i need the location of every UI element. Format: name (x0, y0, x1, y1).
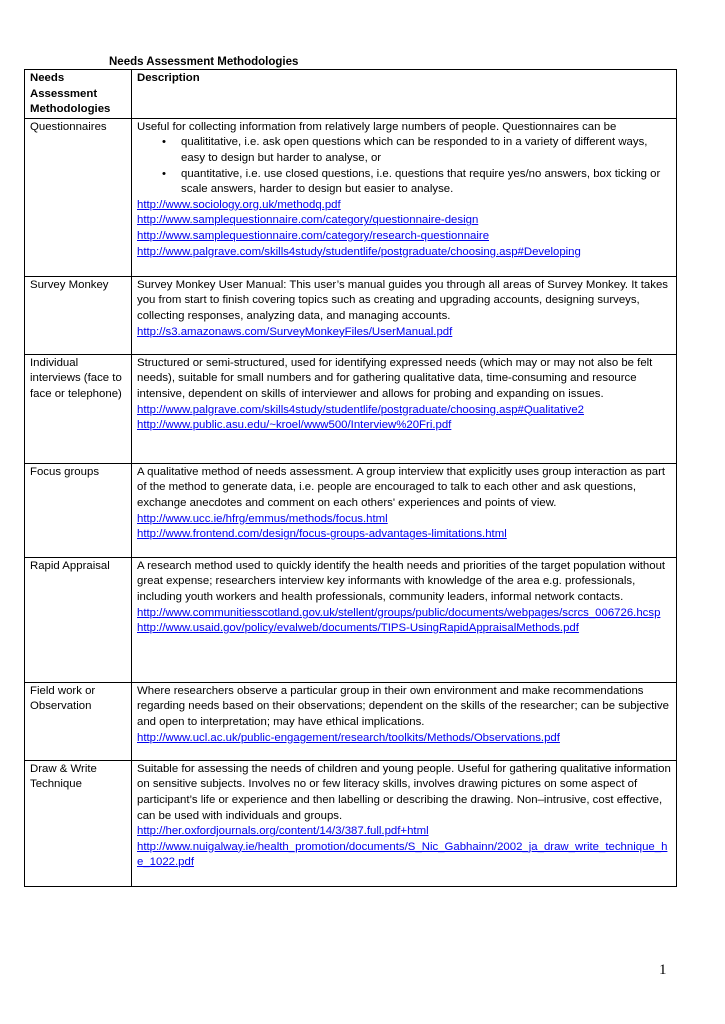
method-name: Focus groups (25, 463, 132, 557)
method-name: Questionnaires (25, 118, 132, 276)
method-description (132, 760, 677, 886)
description-text: Structured or semi-structured, used for identifying expressed needs (which may or may not also be felt needs), suitable for small numbers and for gathering qualitative data, time-consuming and resource intensive, dependent on skills of interviewer and allows for probing and expanding on issues. (137, 356, 653, 400)
method-name: Draw & Write Technique (25, 760, 132, 886)
method-description (132, 354, 677, 463)
method-name: Survey Monkey (25, 276, 132, 354)
reference-link[interactable]: http://her.oxfordjournals.org/content/14/3/387.full.pdf+html (137, 825, 429, 838)
reference-link[interactable]: http://www.public.asu.edu/~kroel/www500/Interview%20Fri.pdf (137, 419, 452, 432)
reference-link[interactable]: http://www.ucl.ac.uk/public-engagement/research/toolkits/Methods/Observations.pdf (137, 731, 560, 744)
description-text: Useful for collecting information from relatively large numbers of people. Questionnaires can be (137, 120, 617, 133)
reference-link[interactable]: http://www.nuigalway.ie/health_promotion/documents/S_Nic_Gabhainn/2002_ja_draw_write_technique_he_1022.pdf (137, 840, 668, 869)
header-description: Description (132, 70, 677, 119)
methodologies-table (24, 69, 677, 887)
method-description (132, 276, 677, 354)
method-description (132, 682, 677, 760)
description-text: A qualitative method of needs assessment. A group interview that explicitly uses group interaction as part of the method to generate data, i.e. people are encouraged to talk to each other and ask questions, exchange anecdotes and comment on each others' experiences and points of view. (137, 465, 666, 509)
description-text: Suitable for assessing the needs of children and young people. Useful for gathering qualitative information on sensitive subjects. Involves no or few literacy skills, involves drawing pictures on some aspect of participant’s life or experience and then labelling or describing the drawing. Non–intrusive, cost effective, can be used with individuals and groups. (137, 762, 671, 822)
method-description (132, 463, 677, 557)
reference-link[interactable]: http://s3.amazonaws.com/SurveyMonkeyFiles/UserManual.pdf (137, 325, 453, 338)
bullet-list (137, 135, 671, 197)
document-title: Needs Assessment Methodologies (109, 56, 299, 68)
reference-link[interactable]: http://www.palgrave.com/skills4study/studentlife/postgraduate/choosing.asp#Qualitative2 (137, 403, 585, 416)
list-item: • quantitative, i.e. use closed questions, i.e. questions that require yes/no answers, box ticking or scale answers, harder to design but easier to analyse. (181, 167, 671, 198)
reference-link[interactable]: http://www.usaid.gov/policy/evalweb/documents/TIPS-UsingRapidAppraisalMethods.pdf (137, 622, 579, 635)
table-row (25, 682, 677, 760)
reference-link[interactable]: http://www.frontend.com/design/focus-groups-advantages-limitations.html (137, 528, 507, 541)
method-description (132, 557, 677, 682)
method-name: Field work or Observation (25, 682, 132, 760)
method-name: Individual interviews (face to face or telephone) (25, 354, 132, 463)
reference-link[interactable]: http://www.communitiesscotland.gov.uk/stellent/groups/public/documents/webpages/scrcs_006726.hcsp (137, 606, 661, 619)
page-number: 1 (659, 962, 667, 978)
description-text: A research method used to quickly identify the health needs and priorities of the target population without great expense; researchers interview key informants with knowledge of the area e.g. professionals, including youth workers and health professionals, community leaders, informal network contacts. (137, 559, 666, 603)
table-row (25, 557, 677, 682)
table-row (25, 760, 677, 886)
reference-link[interactable]: http://www.palgrave.com/skills4study/studentlife/postgraduate/choosing.asp#Developing (137, 245, 581, 258)
list-item: • qualititative, i.e. ask open questions which can be responded to in a variety of different ways, easy to design but harder to analyse, or (181, 135, 671, 166)
description-text: Where researchers observe a particular group in their own environment and make recommendations regarding needs based on their observations; dependent on the skills of the researcher; can be subjective and open to interpretation; may have ethical implications. (137, 684, 669, 728)
table-body (25, 118, 677, 886)
reference-link[interactable]: http://www.ucc.ie/hfrg/emmus/methods/focus.html (137, 512, 388, 525)
description-text: Survey Monkey User Manual: This user’s manual guides you through all areas of Survey Monkey. It takes you from start to finish covering topics such as creating and upgrading accounts, designing surveys, collecting responses, analyzing data, and managing accounts. (137, 278, 668, 322)
table-row (25, 354, 677, 463)
method-description (132, 118, 677, 276)
table-header-row (25, 70, 677, 119)
method-name: Rapid Appraisal (25, 557, 132, 682)
reference-link[interactable]: http://www.samplequestionnaire.com/category/research-questionnaire (137, 229, 490, 242)
reference-link[interactable]: http://www.samplequestionnaire.com/category/questionnaire-design (137, 214, 479, 227)
table-row (25, 276, 677, 354)
table-row (25, 463, 677, 557)
table-row (25, 118, 677, 276)
reference-link[interactable]: http://www.sociology.org.uk/methodq.pdf (137, 198, 341, 211)
header-methodologies: Needs Assessment Methodologies (25, 70, 132, 119)
